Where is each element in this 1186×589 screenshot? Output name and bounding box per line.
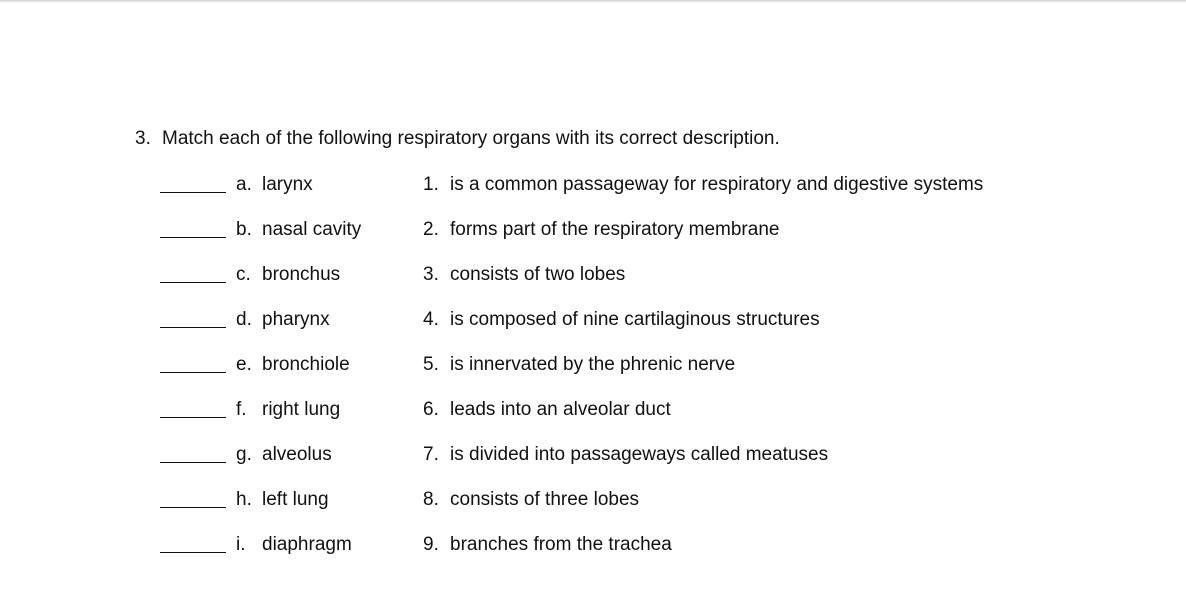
matching-row xyxy=(0,260,1186,305)
organ-description xyxy=(423,173,983,197)
answer-blank[interactable] xyxy=(160,327,226,328)
term-letter: g. xyxy=(236,444,252,465)
organ-term xyxy=(236,398,340,422)
term-text: nasal cavity xyxy=(262,219,362,240)
matching-row xyxy=(0,170,1186,215)
description-number: 2. xyxy=(423,219,439,240)
answer-blank[interactable] xyxy=(160,282,226,283)
question-number: 3. xyxy=(135,128,151,149)
description-text: branches from the trachea xyxy=(450,534,672,555)
description-number: 7. xyxy=(423,444,439,465)
term-letter: h. xyxy=(236,489,252,510)
term-text: alveolus xyxy=(262,444,332,465)
matching-row xyxy=(0,350,1186,395)
matching-row xyxy=(0,395,1186,440)
description-text: leads into an alveolar duct xyxy=(450,399,671,420)
question-prompt xyxy=(135,126,780,152)
description-number: 9. xyxy=(423,534,439,555)
organ-term xyxy=(236,308,330,332)
matching-list xyxy=(0,170,1186,575)
term-letter: e. xyxy=(236,354,252,375)
matching-row xyxy=(0,215,1186,260)
description-number: 1. xyxy=(423,174,439,195)
term-text: right lung xyxy=(262,399,341,420)
organ-description xyxy=(423,488,639,512)
answer-blank[interactable] xyxy=(160,507,226,508)
description-text: consists of three lobes xyxy=(450,489,640,510)
matching-row xyxy=(0,485,1186,530)
description-number: 8. xyxy=(423,489,439,510)
page-top-edge xyxy=(0,0,1186,3)
term-text: diaphragm xyxy=(262,534,352,555)
organ-description xyxy=(423,533,672,557)
organ-term xyxy=(236,443,332,467)
description-number: 6. xyxy=(423,399,439,420)
description-text: consists of two lobes xyxy=(450,264,626,285)
term-letter: b. xyxy=(236,219,252,240)
organ-description xyxy=(423,443,828,467)
description-number: 3. xyxy=(423,264,439,285)
term-letter: c. xyxy=(236,264,251,285)
organ-term xyxy=(236,218,361,242)
term-text: pharynx xyxy=(262,309,330,330)
description-text: is composed of nine cartilaginous structures xyxy=(450,309,820,330)
organ-term xyxy=(236,488,329,512)
answer-blank[interactable] xyxy=(160,192,226,193)
term-letter: f. xyxy=(236,399,247,420)
answer-blank[interactable] xyxy=(160,372,226,373)
organ-term xyxy=(236,263,340,287)
description-text: is a common passageway for respiratory and digestive systems xyxy=(450,174,984,195)
term-text: larynx xyxy=(262,174,313,195)
organ-description xyxy=(423,263,625,287)
answer-blank[interactable] xyxy=(160,417,226,418)
description-text: is divided into passageways called meatuses xyxy=(450,444,829,465)
matching-row xyxy=(0,530,1186,575)
organ-description xyxy=(423,218,779,242)
organ-term xyxy=(236,533,352,557)
question-text: Match each of the following respiratory organs with its correct description. xyxy=(162,128,780,149)
answer-blank[interactable] xyxy=(160,552,226,553)
answer-blank[interactable] xyxy=(160,237,226,238)
term-text: left lung xyxy=(262,489,329,510)
term-letter: a. xyxy=(236,174,252,195)
term-text: bronchus xyxy=(262,264,341,285)
matching-row xyxy=(0,305,1186,350)
organ-description xyxy=(423,308,820,332)
organ-description xyxy=(423,353,735,377)
term-text: bronchiole xyxy=(262,354,350,375)
description-number: 4. xyxy=(423,309,439,330)
description-text: is innervated by the phrenic nerve xyxy=(450,354,736,375)
organ-description xyxy=(423,398,671,422)
description-number: 5. xyxy=(423,354,439,375)
term-letter: d. xyxy=(236,309,252,330)
matching-row xyxy=(0,440,1186,485)
organ-term xyxy=(236,353,350,377)
description-text: forms part of the respiratory membrane xyxy=(450,219,780,240)
organ-term xyxy=(236,173,313,197)
term-letter: i. xyxy=(236,534,246,555)
answer-blank[interactable] xyxy=(160,462,226,463)
